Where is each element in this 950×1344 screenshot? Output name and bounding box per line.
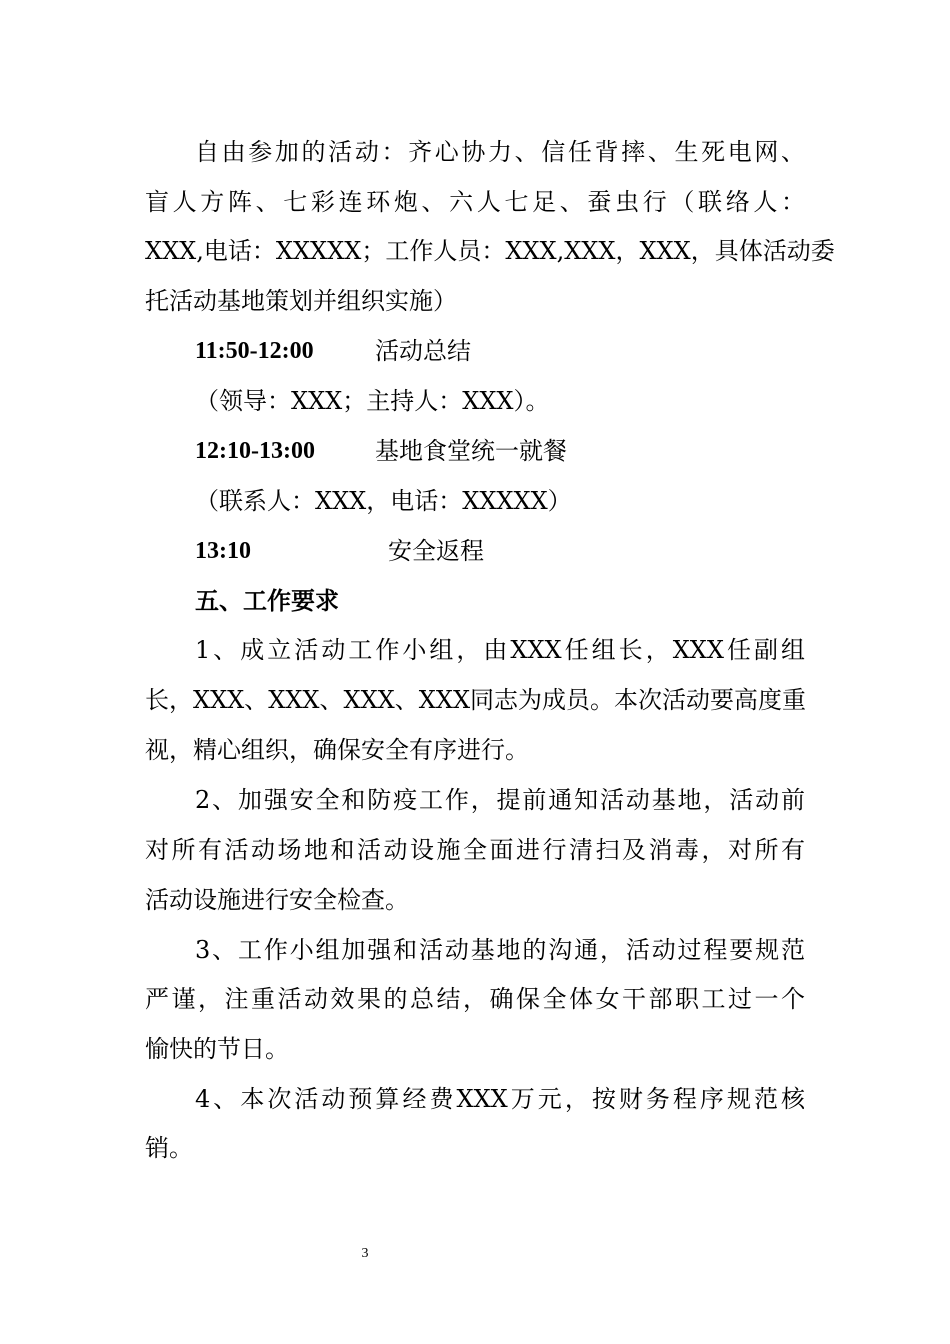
req2-line-3: 活动设施进行安全检查。 [145, 886, 409, 914]
schedule-event-3: 安全返程 [388, 537, 484, 565]
req2-line-1: 2、加强安全和防疫工作，提前通知活动基地，活动前 [195, 786, 805, 814]
req3-line-2: 严谨，注重活动效果的总结，确保全体女干部职工过一个 [145, 985, 805, 1013]
req3-line-1: 3、工作小组加强和活动基地的沟通，活动过程要规范 [195, 936, 805, 964]
free-activities-line-3: XXX,电话：XXXXX；工作人员：XXX,XXX，XXX，具体活动委 [145, 237, 835, 265]
page-number: 3 [361, 1246, 369, 1261]
req1-line-2: 长，XXX、XXX、XXX、XXX同志为成员。本次活动要高度重 [145, 686, 807, 714]
schedule-event-1: 活动总结 [375, 337, 471, 365]
req2-line-2: 对所有活动场地和活动设施全面进行清扫及消毒，对所有 [145, 836, 805, 864]
schedule-event-2: 基地食堂统一就餐 [375, 437, 567, 465]
schedule-note-1: （领导：XXX；主持人：XXX）。 [195, 387, 550, 415]
free-activities-line-2: 盲人方阵、七彩连环炮、六人七足、蚕虫行（联络人： [145, 188, 805, 216]
req1-line-1: 1、成立活动工作小组，由XXX任组长，XXX任副组 [195, 636, 805, 664]
schedule-note-2: （联系人：XXX，电话：XXXXX） [195, 487, 572, 515]
schedule-time-2: 12:10-13:00 [195, 438, 315, 464]
schedule-time-1: 11:50-12:00 [195, 338, 314, 364]
section-heading: 五、工作要求 [195, 586, 339, 615]
req1-line-3: 视，精心组织，确保安全有序进行。 [145, 736, 529, 764]
req4-line-1: 4、本次活动预算经费XXX万元，按财务程序规范核 [195, 1085, 805, 1113]
free-activities-line-1: 自由参加的活动：齐心协力、信任背摔、生死电网、 [195, 138, 805, 166]
free-activities-line-4: 托活动基地策划并组织实施） [145, 287, 457, 315]
req3-line-3: 愉快的节日。 [145, 1035, 289, 1063]
req4-line-2: 销。 [145, 1134, 193, 1162]
schedule-time-3: 13:10 [195, 538, 251, 564]
